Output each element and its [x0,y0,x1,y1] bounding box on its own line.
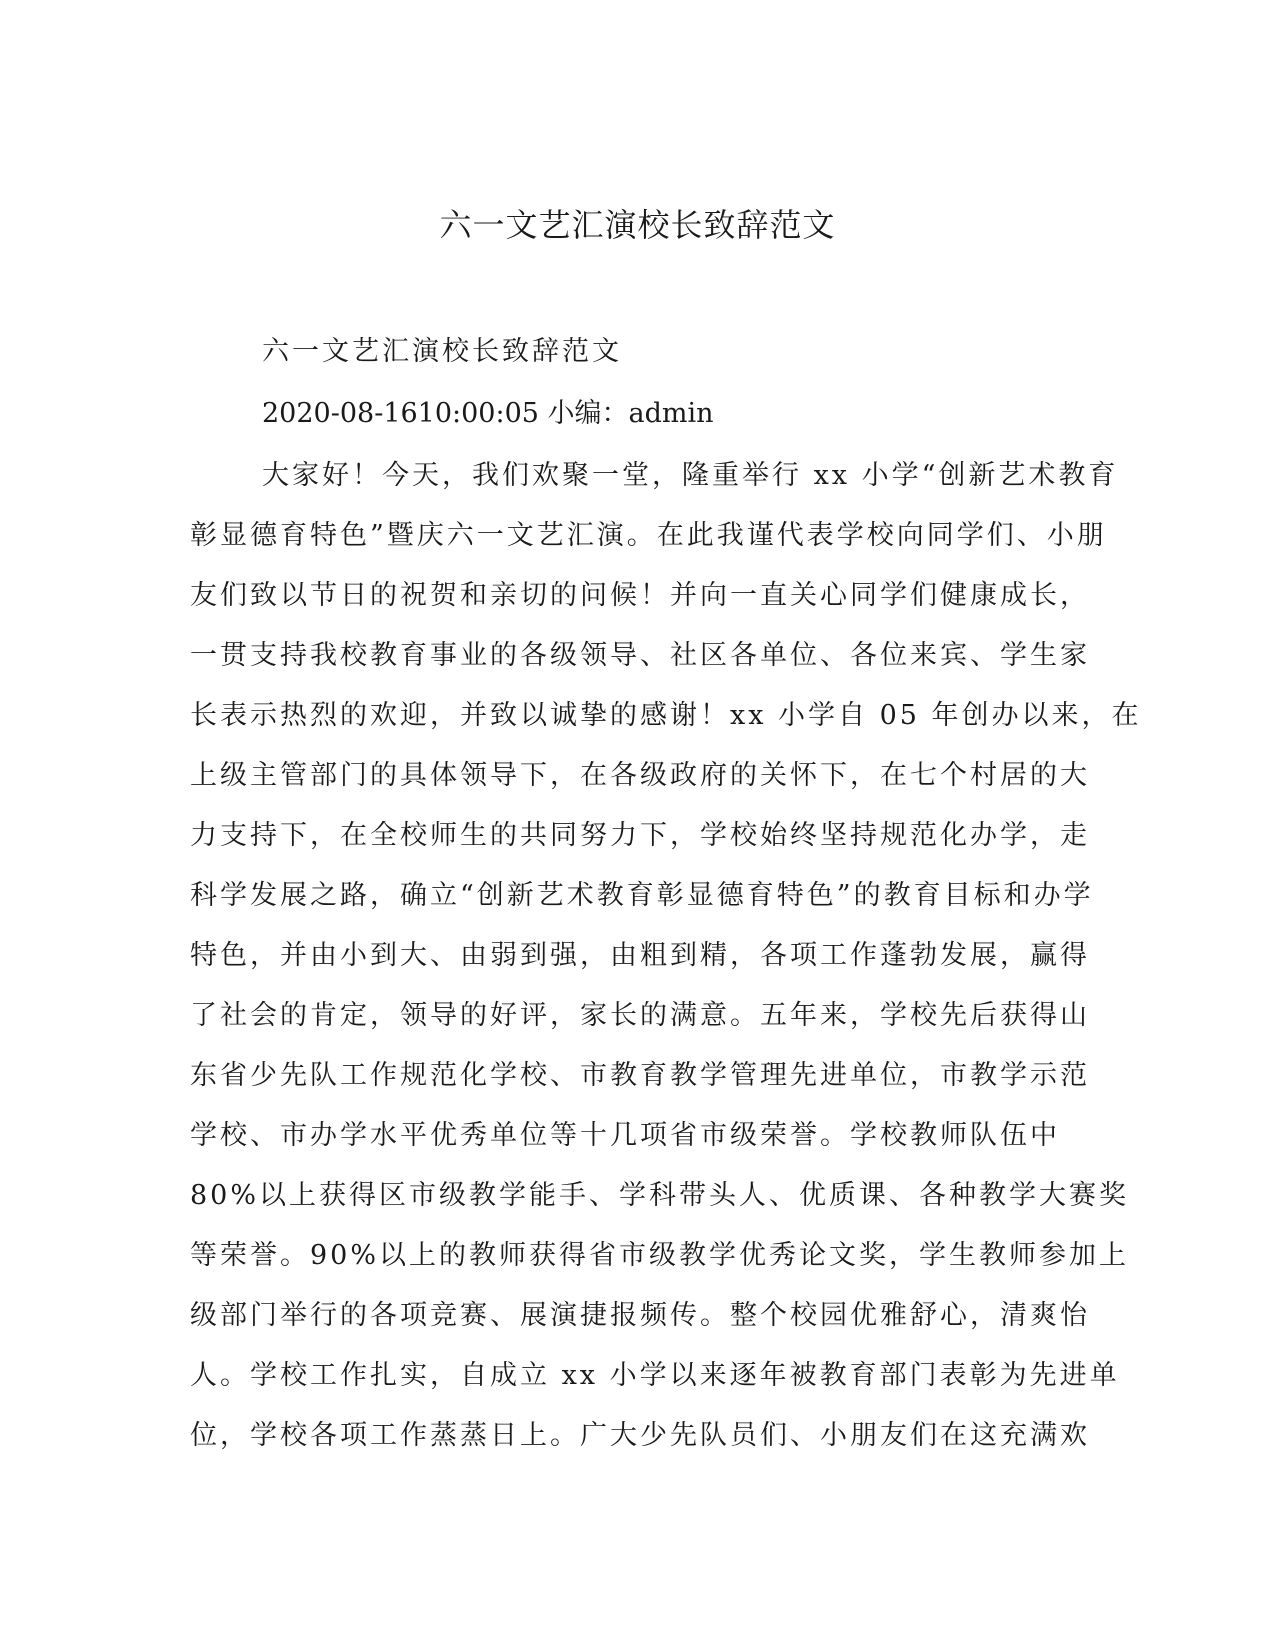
body-line: 大家好！今天，我们欢聚一堂，隆重举行 xx 小学“创新艺术教育 [262,460,1119,491]
body-line: 特色，并由小到大、由弱到强，由粗到精，各项工作蓬勃发展，赢得 [190,940,1090,971]
body-line: 人。学校工作扎实，自成立 xx 小学以来逐年被教育部门表彰为先进单 [190,1360,1120,1391]
body-line: 了社会的肯定，领导的好评，家长的满意。五年来，学校先后获得山 [190,1000,1090,1031]
body-paragraph [190,456,1142,1476]
body-line: 彰显德育特色”暨庆六一文艺汇演。在此我谨代表学校向同学们、小朋 [190,520,1107,551]
body-line: 一贯支持我校教育事业的各级领导、社区各单位、各位来宾、学生家 [190,640,1090,671]
body-line: 友们致以节日的祝贺和亲切的问候！并向一直关心同学们健康成长， [190,580,1090,611]
document-dateline: 2020-08-1610:00:05 小编：admin [262,398,714,429]
body-line: 学校、市办学水平优秀单位等十几项省市级荣誉。学校教师队伍中 [190,1120,1060,1151]
body-line: 级部门举行的各项竞赛、展演捷报频传。整个校园优雅舒心，清爽怡 [190,1300,1090,1331]
body-line: 东省少先队工作规范化学校、市教育教学管理先进单位，市教学示范 [190,1060,1090,1091]
document-subtitle: 六一文艺汇演校长致辞范文 [262,336,622,367]
body-line: 科学发展之路，确立“创新艺术教育彰显德育特色”的教育目标和办学 [190,880,1094,911]
body-line: 长表示热烈的欢迎，并致以诚挚的感谢！xx 小学自 05 年创办以来，在 [190,700,1142,731]
body-line: 上级主管部门的具体领导下，在各级政府的关怀下，在七个村居的大 [190,760,1090,791]
document-title: 六一文艺汇演校长致辞范文 [439,206,836,244]
body-line: 等荣誉。90%以上的教师获得省市级教学优秀论文奖，学生教师参加上 [190,1240,1130,1271]
body-line: 位，学校各项工作蒸蒸日上。广大少先队员们、小朋友们在这充满欢 [190,1420,1090,1451]
body-line: 力支持下，在全校师生的共同努力下，学校始终坚持规范化办学，走 [190,820,1090,851]
body-line: 80%以上获得区市级教学能手、学科带头人、优质课、各种教学大赛奖 [190,1180,1130,1211]
